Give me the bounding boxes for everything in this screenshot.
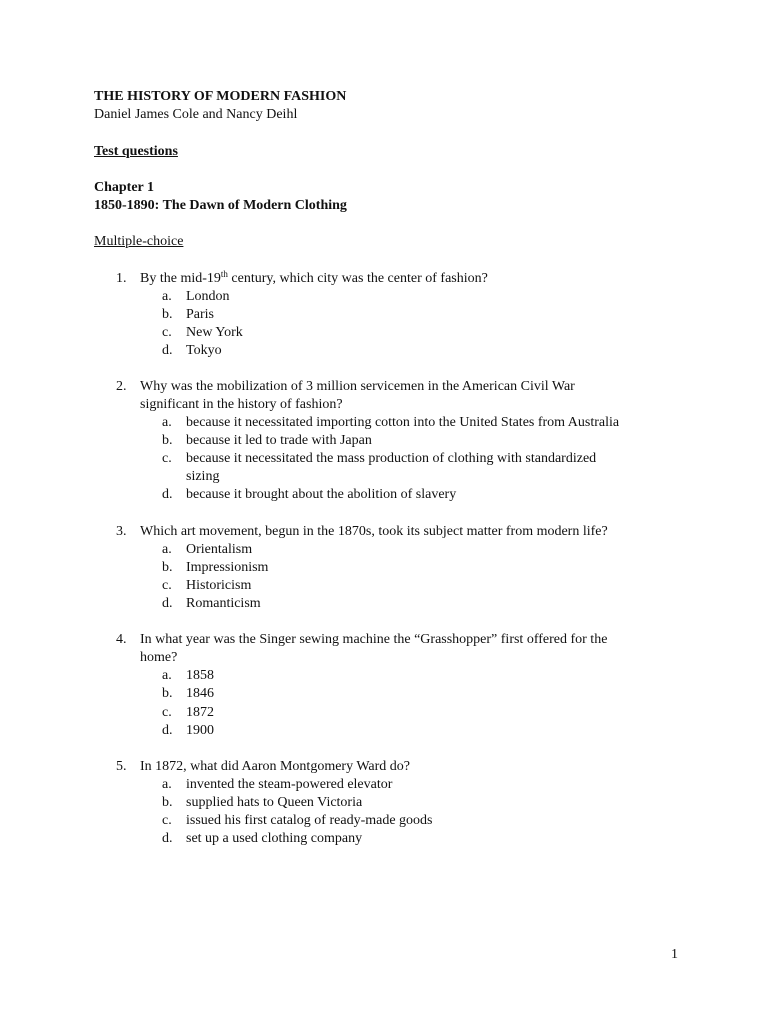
choice-text: because it necessitated the mass production of clothing with standardized bbox=[186, 451, 597, 466]
question-text-part: By the mid-19 bbox=[140, 271, 221, 286]
question-text-continued: significant in the history of fashion? bbox=[140, 397, 343, 412]
choice-letter: a. bbox=[162, 289, 172, 304]
document-authors: Daniel James Cole and Nancy Deihl bbox=[94, 107, 298, 122]
choice-letter: c. bbox=[162, 813, 172, 828]
choice-text: Tokyo bbox=[186, 343, 222, 358]
choice-text: Impressionism bbox=[186, 560, 269, 575]
choice-text: Paris bbox=[186, 307, 214, 322]
choice-letter: b. bbox=[162, 795, 173, 810]
choice-text: Historicism bbox=[186, 578, 252, 593]
choice-letter: a. bbox=[162, 668, 172, 683]
question-number: 3. bbox=[116, 524, 127, 539]
choice-text: invented the steam-powered elevator bbox=[186, 777, 393, 792]
choice-letter: d. bbox=[162, 831, 173, 846]
choice-text: 1872 bbox=[186, 705, 214, 720]
choice-letter: b. bbox=[162, 686, 173, 701]
choice-letter: d. bbox=[162, 596, 173, 611]
document-title: THE HISTORY OF MODERN FASHION bbox=[94, 89, 347, 104]
choice-letter: c. bbox=[162, 705, 172, 720]
choice-letter: d. bbox=[162, 343, 173, 358]
choice-text: Orientalism bbox=[186, 542, 253, 557]
choice-letter: a. bbox=[162, 777, 172, 792]
question-text: Why was the mobilization of 3 million servicemen in the American Civil War bbox=[140, 379, 575, 394]
choice-text: 1858 bbox=[186, 668, 214, 683]
choice-letter: d. bbox=[162, 723, 173, 738]
chapter-label: Chapter 1 bbox=[94, 180, 155, 195]
chapter-title: 1850-1890: The Dawn of Modern Clothing bbox=[94, 198, 347, 213]
question-text: Which art movement, begun in the 1870s, took its subject matter from modern life? bbox=[140, 524, 608, 539]
choice-text: because it brought about the abolition of slavery bbox=[186, 487, 457, 502]
choice-text: Romanticism bbox=[186, 596, 261, 611]
choice-text: set up a used clothing company bbox=[186, 831, 363, 846]
choice-text: New York bbox=[186, 325, 243, 340]
choice-letter: b. bbox=[162, 433, 173, 448]
choice-letter: a. bbox=[162, 415, 172, 430]
choice-text: supplied hats to Queen Victoria bbox=[186, 795, 363, 810]
choice-text: 1900 bbox=[186, 723, 214, 738]
question-number: 5. bbox=[116, 759, 127, 774]
question-text bbox=[140, 270, 488, 288]
choice-text: because it led to trade with Japan bbox=[186, 433, 372, 448]
choice-text-continued: sizing bbox=[186, 469, 220, 484]
choice-letter: b. bbox=[162, 307, 173, 322]
question-number: 1. bbox=[116, 271, 127, 286]
choice-text: issued his first catalog of ready-made goods bbox=[186, 813, 433, 828]
subsection-heading: Multiple-choice bbox=[94, 234, 184, 249]
choice-letter: c. bbox=[162, 325, 172, 340]
question-text-continued: home? bbox=[140, 650, 178, 665]
question-number: 2. bbox=[116, 379, 127, 394]
choice-letter: d. bbox=[162, 487, 173, 502]
choice-letter: c. bbox=[162, 578, 172, 593]
question-text: In 1872, what did Aaron Montgomery Ward do? bbox=[140, 759, 411, 774]
choice-letter: b. bbox=[162, 560, 173, 575]
choice-text: London bbox=[186, 289, 230, 304]
question-number: 4. bbox=[116, 632, 127, 647]
choice-text: 1846 bbox=[186, 686, 214, 701]
choice-text: because it necessitated importing cotton into the United States from Australia bbox=[186, 415, 620, 430]
choice-letter: a. bbox=[162, 542, 172, 557]
superscript: th bbox=[220, 269, 228, 279]
question-text: In what year was the Singer sewing machine the “Grasshopper” first offered for the bbox=[140, 632, 608, 647]
section-heading: Test questions bbox=[94, 144, 178, 159]
page-number: 1 bbox=[671, 947, 678, 962]
question-text-part: century, which city was the center of fashion? bbox=[227, 271, 488, 286]
choice-letter: c. bbox=[162, 451, 172, 466]
